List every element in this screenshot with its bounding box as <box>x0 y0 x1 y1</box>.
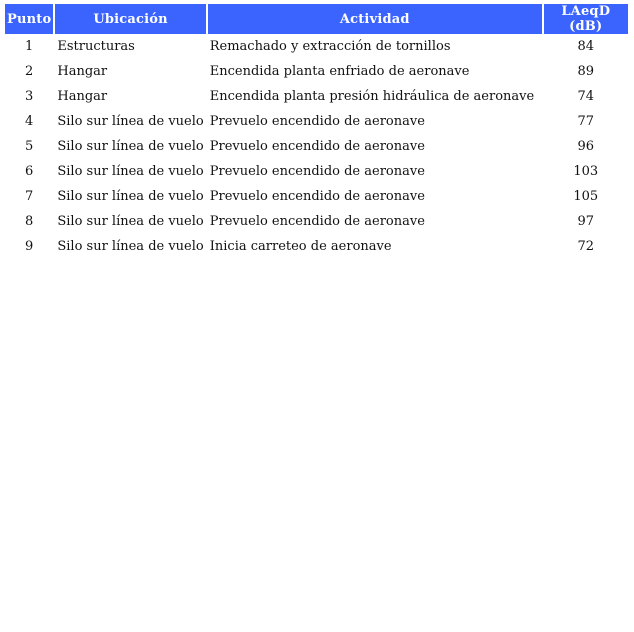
table-row <box>5 59 628 84</box>
cell-punto: 2 <box>25 64 34 79</box>
table-row <box>5 209 628 234</box>
cell-laeqd: 96 <box>577 139 595 154</box>
cell-ubicacion: Silo sur línea de vuelo <box>57 239 204 254</box>
cell-ubicacion: Silo sur línea de vuelo <box>57 214 204 229</box>
cell-punto: 3 <box>25 89 34 104</box>
cell-punto: 9 <box>25 239 34 254</box>
cell-ubicacion: Silo sur línea de vuelo <box>57 114 204 129</box>
table-row <box>5 134 628 159</box>
cell-actividad: Prevuelo encendido de aeronave <box>209 164 425 179</box>
table-row <box>5 184 628 209</box>
cell-laeqd: 89 <box>577 64 595 79</box>
noise-measurements-table <box>3 4 630 259</box>
table-row <box>5 84 628 109</box>
cell-laeqd: 74 <box>577 89 595 104</box>
cell-actividad: Prevuelo encendido de aeronave <box>209 214 425 229</box>
table-row <box>5 234 628 259</box>
cell-actividad: Inicia carreteo de aeronave <box>209 239 392 254</box>
cell-ubicacion: Hangar <box>57 64 108 79</box>
cell-ubicacion: Estructuras <box>57 39 135 54</box>
cell-punto: 1 <box>25 39 34 54</box>
cell-actividad: Encendida planta enfriado de aeronave <box>209 64 470 79</box>
cell-ubicacion: Silo sur línea de vuelo <box>57 189 204 204</box>
cell-punto: 5 <box>25 139 34 154</box>
cell-ubicacion: Silo sur línea de vuelo <box>57 139 204 154</box>
cell-actividad: Encendida planta presión hidráulica de aeronave <box>209 89 535 104</box>
cell-punto: 6 <box>25 164 34 179</box>
cell-laeqd: 105 <box>573 189 599 204</box>
cell-laeqd: 77 <box>577 114 595 129</box>
cell-ubicacion: Silo sur línea de vuelo <box>57 164 204 179</box>
header-actividad: Actividad <box>208 4 542 34</box>
cell-punto: 8 <box>25 214 34 229</box>
cell-laeqd: 72 <box>577 239 595 254</box>
cell-ubicacion: Hangar <box>57 89 108 104</box>
header-row <box>5 4 628 34</box>
cell-laeqd: 103 <box>573 164 599 179</box>
table-row <box>5 159 628 184</box>
header-ubicacion: Ubicación <box>55 4 205 34</box>
cell-actividad: Prevuelo encendido de aeronave <box>209 114 425 129</box>
header-punto: Punto <box>5 4 53 34</box>
cell-laeqd: 97 <box>577 214 595 229</box>
table-row <box>5 109 628 134</box>
cell-punto: 7 <box>25 189 34 204</box>
cell-punto: 4 <box>25 114 34 129</box>
cell-laeqd: 84 <box>577 39 595 54</box>
cell-actividad: Remachado y extracción de tornillos <box>209 39 451 54</box>
header-laeqd: LAeqD (dB) <box>544 4 628 34</box>
table-row <box>5 34 628 59</box>
cell-actividad: Prevuelo encendido de aeronave <box>209 189 425 204</box>
cell-actividad: Prevuelo encendido de aeronave <box>209 139 425 154</box>
